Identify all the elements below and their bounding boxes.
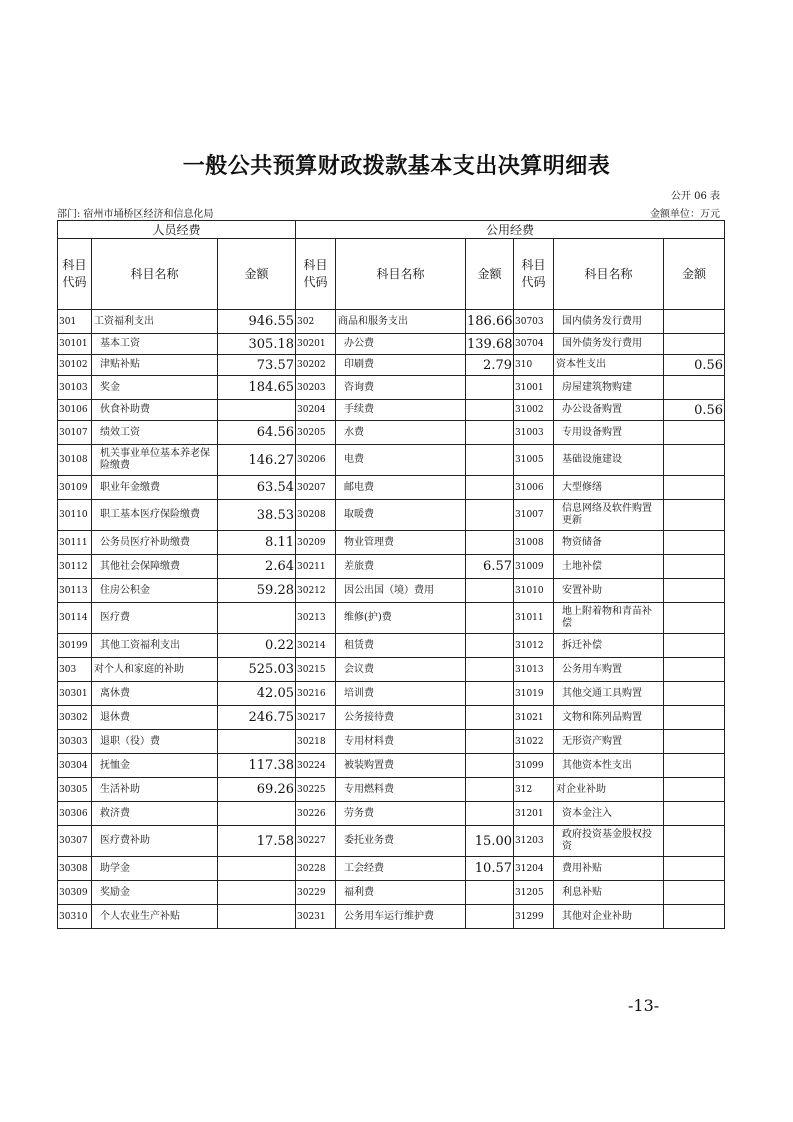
amount-cell: 184.65 bbox=[218, 376, 296, 400]
table-row bbox=[58, 476, 725, 500]
amount-cell: 186.66 bbox=[466, 310, 514, 334]
subject-code-cell: 30217 bbox=[296, 706, 336, 730]
subject-name-cell: 电费 bbox=[336, 445, 466, 476]
document-title: 一般公共预算财政拨款基本支出决算明细表 bbox=[182, 154, 611, 179]
subject-code-cell: 31013 bbox=[514, 658, 554, 682]
table-body bbox=[58, 310, 725, 929]
subject-code-cell: 30110 bbox=[58, 500, 92, 531]
subject-name-cell: 政府投资基金股权投资 bbox=[554, 826, 664, 857]
amount-cell bbox=[218, 400, 296, 421]
subject-code-cell: 30201 bbox=[296, 334, 336, 355]
amount-cell: 525.03 bbox=[218, 658, 296, 682]
amount-cell bbox=[664, 445, 725, 476]
amount-cell bbox=[664, 603, 725, 634]
table-row bbox=[58, 355, 725, 376]
column-header-amount: 金额 bbox=[466, 239, 514, 310]
subject-name-cell: 公务用车运行维护费 bbox=[336, 905, 466, 929]
subject-code-cell: 31003 bbox=[514, 421, 554, 445]
subject-name-cell: 资本金注入 bbox=[554, 802, 664, 826]
subject-name-cell: 职业年金缴费 bbox=[92, 476, 218, 500]
subject-code-cell: 31006 bbox=[514, 476, 554, 500]
subject-name-cell: 大型修缮 bbox=[554, 476, 664, 500]
subject-code-cell: 30207 bbox=[296, 476, 336, 500]
subject-code-cell: 30224 bbox=[296, 754, 336, 778]
subject-code-cell: 31019 bbox=[514, 682, 554, 706]
subject-code-cell: 30305 bbox=[58, 778, 92, 802]
subject-name-cell: 费用补贴 bbox=[554, 857, 664, 881]
table-row bbox=[58, 555, 725, 579]
table-row bbox=[58, 730, 725, 754]
subject-name-cell: 文物和陈列品购置 bbox=[554, 706, 664, 730]
subject-name-cell: 职工基本医疗保险缴费 bbox=[92, 500, 218, 531]
amount-cell bbox=[466, 778, 514, 802]
subject-name-cell: 对企业补助 bbox=[554, 778, 664, 802]
subject-name-cell: 资本性支出 bbox=[554, 355, 664, 376]
subject-name-cell: 物资储备 bbox=[554, 531, 664, 555]
table-row bbox=[58, 500, 725, 531]
amount-cell bbox=[664, 905, 725, 929]
subject-code-cell: 31021 bbox=[514, 706, 554, 730]
subject-name-cell: 因公出国（境）费用 bbox=[336, 579, 466, 603]
amount-cell: 63.54 bbox=[218, 476, 296, 500]
amount-cell bbox=[466, 658, 514, 682]
subject-code-cell: 30703 bbox=[514, 310, 554, 334]
table-row bbox=[58, 658, 725, 682]
amount-cell bbox=[664, 310, 725, 334]
subject-code-cell: 30308 bbox=[58, 857, 92, 881]
column-header-amount: 金额 bbox=[218, 239, 296, 310]
subject-code-cell: 30203 bbox=[296, 376, 336, 400]
amount-cell bbox=[466, 376, 514, 400]
amount-cell bbox=[466, 881, 514, 905]
amount-cell bbox=[466, 802, 514, 826]
subject-code-cell: 30106 bbox=[58, 400, 92, 421]
subject-name-cell: 差旅费 bbox=[336, 555, 466, 579]
subject-code-cell: 30228 bbox=[296, 857, 336, 881]
amount-cell bbox=[664, 754, 725, 778]
amount-cell: 117.38 bbox=[218, 754, 296, 778]
subject-code-cell: 30202 bbox=[296, 355, 336, 376]
amount-cell: 2.79 bbox=[466, 355, 514, 376]
amount-cell bbox=[218, 857, 296, 881]
subject-name-cell: 医疗费 bbox=[92, 603, 218, 634]
subject-code-cell: 31008 bbox=[514, 531, 554, 555]
subject-name-cell: 咨询费 bbox=[336, 376, 466, 400]
subject-code-cell: 30211 bbox=[296, 555, 336, 579]
amount-cell bbox=[664, 826, 725, 857]
amount-cell bbox=[664, 730, 725, 754]
amount-cell: 10.57 bbox=[466, 857, 514, 881]
subject-code-cell: 30231 bbox=[296, 905, 336, 929]
subject-code-cell: 31204 bbox=[514, 857, 554, 881]
subject-code-cell: 31203 bbox=[514, 826, 554, 857]
subject-name-cell: 基本工资 bbox=[92, 334, 218, 355]
subject-name-cell: 取暖费 bbox=[336, 500, 466, 531]
table-row bbox=[58, 579, 725, 603]
amount-cell: 42.05 bbox=[218, 682, 296, 706]
subject-code-cell: 30302 bbox=[58, 706, 92, 730]
table-row bbox=[58, 334, 725, 355]
subject-code-cell: 30108 bbox=[58, 445, 92, 476]
subject-name-cell: 离休费 bbox=[92, 682, 218, 706]
subject-name-cell: 专用燃料费 bbox=[336, 778, 466, 802]
subject-code-cell: 30114 bbox=[58, 603, 92, 634]
amount-cell bbox=[664, 376, 725, 400]
amount-cell: 305.18 bbox=[218, 334, 296, 355]
subject-code-cell: 30103 bbox=[58, 376, 92, 400]
subject-name-cell: 物业管理费 bbox=[336, 531, 466, 555]
subject-name-cell: 信息网络及软件购置更新 bbox=[554, 500, 664, 531]
subject-code-cell: 301 bbox=[58, 310, 92, 334]
amount-cell bbox=[664, 706, 725, 730]
subject-code-cell: 303 bbox=[58, 658, 92, 682]
subject-code-cell: 302 bbox=[296, 310, 336, 334]
amount-cell: 73.57 bbox=[218, 355, 296, 376]
subject-code-cell: 30214 bbox=[296, 634, 336, 658]
amount-cell bbox=[218, 905, 296, 929]
subject-name-cell: 对个人和家庭的补助 bbox=[92, 658, 218, 682]
amount-cell: 0.56 bbox=[664, 355, 725, 376]
subject-name-cell: 商品和服务支出 bbox=[336, 310, 466, 334]
subject-code-cell: 312 bbox=[514, 778, 554, 802]
table-row bbox=[58, 857, 725, 881]
subject-name-cell: 公务接待费 bbox=[336, 706, 466, 730]
amount-cell: 6.57 bbox=[466, 555, 514, 579]
amount-cell bbox=[218, 802, 296, 826]
subject-code-cell: 30215 bbox=[296, 658, 336, 682]
subject-code-cell: 30209 bbox=[296, 531, 336, 555]
subject-name-cell: 奖励金 bbox=[92, 881, 218, 905]
amount-cell bbox=[466, 400, 514, 421]
form-code: 公开 06 表 bbox=[670, 191, 720, 202]
amount-cell bbox=[466, 706, 514, 730]
table-row bbox=[58, 826, 725, 857]
subject-name-cell: 手续费 bbox=[336, 400, 466, 421]
subject-name-cell: 其他资本性支出 bbox=[554, 754, 664, 778]
subject-name-cell: 维修(护)费 bbox=[336, 603, 466, 634]
subject-code-cell: 30704 bbox=[514, 334, 554, 355]
department-label: 部门: 宿州市埇桥区经济和信息化局 bbox=[57, 209, 214, 220]
subject-code-cell: 30229 bbox=[296, 881, 336, 905]
subject-name-cell: 公务员医疗补助缴费 bbox=[92, 531, 218, 555]
subject-name-cell: 劳务费 bbox=[336, 802, 466, 826]
subject-code-cell: 31009 bbox=[514, 555, 554, 579]
subject-code-cell: 30303 bbox=[58, 730, 92, 754]
subject-code-cell: 30102 bbox=[58, 355, 92, 376]
subject-code-cell: 30216 bbox=[296, 682, 336, 706]
subject-name-cell: 工会经费 bbox=[336, 857, 466, 881]
subject-code-cell: 30113 bbox=[58, 579, 92, 603]
subject-name-cell: 水费 bbox=[336, 421, 466, 445]
subject-code-cell: 30304 bbox=[58, 754, 92, 778]
table-row bbox=[58, 905, 725, 929]
subject-code-cell: 30199 bbox=[58, 634, 92, 658]
amount-cell: 69.26 bbox=[218, 778, 296, 802]
page-number: -13- bbox=[628, 996, 660, 1015]
table-row bbox=[58, 400, 725, 421]
amount-cell bbox=[466, 421, 514, 445]
amount-cell bbox=[466, 603, 514, 634]
column-header-amount: 金额 bbox=[664, 239, 725, 310]
amount-cell: 0.56 bbox=[664, 400, 725, 421]
table-row bbox=[58, 310, 725, 334]
column-header-code: 科目 代码 bbox=[296, 239, 336, 310]
subject-name-cell: 租赁费 bbox=[336, 634, 466, 658]
subject-name-cell: 安置补助 bbox=[554, 579, 664, 603]
subject-name-cell: 国外债务发行费用 bbox=[554, 334, 664, 355]
subject-code-cell: 30204 bbox=[296, 400, 336, 421]
subject-name-cell: 其他交通工具购置 bbox=[554, 682, 664, 706]
subject-name-cell: 医疗费补助 bbox=[92, 826, 218, 857]
subject-code-cell: 31005 bbox=[514, 445, 554, 476]
amount-cell bbox=[664, 555, 725, 579]
subject-code-cell: 30306 bbox=[58, 802, 92, 826]
subject-code-cell: 31012 bbox=[514, 634, 554, 658]
subject-code-cell: 30309 bbox=[58, 881, 92, 905]
table-row bbox=[58, 445, 725, 476]
amount-cell bbox=[466, 754, 514, 778]
subject-name-cell: 印刷费 bbox=[336, 355, 466, 376]
subject-code-cell: 31022 bbox=[514, 730, 554, 754]
column-header-name: 科目名称 bbox=[336, 239, 466, 310]
subject-name-cell: 基础设施建设 bbox=[554, 445, 664, 476]
amount-cell bbox=[466, 531, 514, 555]
subject-code-cell: 30213 bbox=[296, 603, 336, 634]
amount-cell bbox=[664, 579, 725, 603]
amount-cell bbox=[664, 421, 725, 445]
amount-cell: 15.00 bbox=[466, 826, 514, 857]
subject-code-cell: 30112 bbox=[58, 555, 92, 579]
table-row bbox=[58, 421, 725, 445]
subject-name-cell: 机关事业单位基本养老保险缴费 bbox=[92, 445, 218, 476]
subject-name-cell: 津贴补贴 bbox=[92, 355, 218, 376]
amount-cell bbox=[664, 500, 725, 531]
subject-code-cell: 31001 bbox=[514, 376, 554, 400]
amount-cell bbox=[466, 682, 514, 706]
subject-code-cell: 30109 bbox=[58, 476, 92, 500]
subject-code-cell: 30226 bbox=[296, 802, 336, 826]
subject-name-cell: 邮电费 bbox=[336, 476, 466, 500]
subject-code-cell: 30101 bbox=[58, 334, 92, 355]
subject-name-cell: 地上附着物和青苗补偿 bbox=[554, 603, 664, 634]
subject-name-cell: 办公费 bbox=[336, 334, 466, 355]
subject-code-cell: 310 bbox=[514, 355, 554, 376]
subject-name-cell: 奖金 bbox=[92, 376, 218, 400]
public-expense-group-header: 公用经费 bbox=[296, 221, 725, 239]
table-row bbox=[58, 778, 725, 802]
subject-name-cell: 退职（役）费 bbox=[92, 730, 218, 754]
amount-cell: 2.64 bbox=[218, 555, 296, 579]
amount-cell bbox=[664, 476, 725, 500]
subject-name-cell: 个人农业生产补贴 bbox=[92, 905, 218, 929]
amount-cell: 0.22 bbox=[218, 634, 296, 658]
amount-cell: 59.28 bbox=[218, 579, 296, 603]
subject-code-cell: 30212 bbox=[296, 579, 336, 603]
subject-name-cell: 会议费 bbox=[336, 658, 466, 682]
subject-code-cell: 30107 bbox=[58, 421, 92, 445]
subject-name-cell: 土地补偿 bbox=[554, 555, 664, 579]
amount-cell: 139.68 bbox=[466, 334, 514, 355]
subject-code-cell: 30206 bbox=[296, 445, 336, 476]
subject-name-cell: 专用设备购置 bbox=[554, 421, 664, 445]
subject-name-cell: 房屋建筑物购建 bbox=[554, 376, 664, 400]
subject-name-cell: 培训费 bbox=[336, 682, 466, 706]
column-header-name: 科目名称 bbox=[554, 239, 664, 310]
amount-cell: 246.75 bbox=[218, 706, 296, 730]
table-row bbox=[58, 706, 725, 730]
subject-name-cell: 公务用车购置 bbox=[554, 658, 664, 682]
subject-code-cell: 31299 bbox=[514, 905, 554, 929]
subject-code-cell: 31205 bbox=[514, 881, 554, 905]
amount-cell bbox=[466, 905, 514, 929]
subject-code-cell: 30310 bbox=[58, 905, 92, 929]
amount-cell bbox=[466, 579, 514, 603]
subject-name-cell: 生活补助 bbox=[92, 778, 218, 802]
amount-cell bbox=[466, 500, 514, 531]
subject-code-cell: 31011 bbox=[514, 603, 554, 634]
subject-name-cell: 拆迁补偿 bbox=[554, 634, 664, 658]
subject-name-cell: 助学金 bbox=[92, 857, 218, 881]
amount-cell bbox=[664, 802, 725, 826]
subject-code-cell: 30208 bbox=[296, 500, 336, 531]
personnel-expense-group-header: 人员经费 bbox=[58, 221, 296, 239]
amount-cell bbox=[664, 531, 725, 555]
subject-code-cell: 30205 bbox=[296, 421, 336, 445]
subject-name-cell: 工资福利支出 bbox=[92, 310, 218, 334]
subject-name-cell: 委托业务费 bbox=[336, 826, 466, 857]
subject-name-cell: 国内债务发行费用 bbox=[554, 310, 664, 334]
subject-code-cell: 30225 bbox=[296, 778, 336, 802]
subject-name-cell: 其他社会保障缴费 bbox=[92, 555, 218, 579]
subject-code-cell: 30111 bbox=[58, 531, 92, 555]
table-row bbox=[58, 881, 725, 905]
subject-code-cell: 30301 bbox=[58, 682, 92, 706]
column-header-code: 科目 代码 bbox=[58, 239, 92, 310]
amount-cell bbox=[664, 881, 725, 905]
amount-cell: 17.58 bbox=[218, 826, 296, 857]
subject-name-cell: 无形资产购置 bbox=[554, 730, 664, 754]
table-row bbox=[58, 802, 725, 826]
amount-cell: 146.27 bbox=[218, 445, 296, 476]
column-header-code: 科目 代码 bbox=[514, 239, 554, 310]
amount-cell bbox=[664, 857, 725, 881]
subject-name-cell: 专用材料费 bbox=[336, 730, 466, 754]
amount-cell bbox=[664, 334, 725, 355]
subject-name-cell: 利息补贴 bbox=[554, 881, 664, 905]
table-row bbox=[58, 531, 725, 555]
subject-name-cell: 绩效工资 bbox=[92, 421, 218, 445]
subject-code-cell: 31099 bbox=[514, 754, 554, 778]
amount-cell: 946.55 bbox=[218, 310, 296, 334]
amount-cell bbox=[664, 778, 725, 802]
subject-code-cell: 30227 bbox=[296, 826, 336, 857]
subject-name-cell: 福利费 bbox=[336, 881, 466, 905]
amount-cell bbox=[466, 634, 514, 658]
subject-code-cell: 31002 bbox=[514, 400, 554, 421]
subject-name-cell: 住房公积金 bbox=[92, 579, 218, 603]
amount-cell bbox=[218, 603, 296, 634]
subject-code-cell: 31201 bbox=[514, 802, 554, 826]
amount-cell bbox=[218, 730, 296, 754]
subject-code-cell: 31010 bbox=[514, 579, 554, 603]
subject-name-cell: 救济费 bbox=[92, 802, 218, 826]
table-row bbox=[58, 754, 725, 778]
subject-name-cell: 被装购置费 bbox=[336, 754, 466, 778]
column-header-name: 科目名称 bbox=[92, 239, 218, 310]
table-row bbox=[58, 376, 725, 400]
table-row bbox=[58, 634, 725, 658]
amount-cell bbox=[664, 634, 725, 658]
amount-cell bbox=[466, 476, 514, 500]
amount-unit-label: 金额单位：万元 bbox=[650, 209, 720, 220]
table-row bbox=[58, 603, 725, 634]
amount-cell: 64.56 bbox=[218, 421, 296, 445]
table-row bbox=[58, 682, 725, 706]
subject-code-cell: 31007 bbox=[514, 500, 554, 531]
subject-name-cell: 抚恤金 bbox=[92, 754, 218, 778]
subject-name-cell: 其他对企业补助 bbox=[554, 905, 664, 929]
amount-cell bbox=[466, 730, 514, 754]
amount-cell bbox=[218, 881, 296, 905]
amount-cell bbox=[664, 658, 725, 682]
amount-cell bbox=[466, 445, 514, 476]
subject-name-cell: 退休费 bbox=[92, 706, 218, 730]
subject-code-cell: 30307 bbox=[58, 826, 92, 857]
subject-code-cell: 30218 bbox=[296, 730, 336, 754]
amount-cell: 8.11 bbox=[218, 531, 296, 555]
subject-name-cell: 其他工资福利支出 bbox=[92, 634, 218, 658]
amount-cell: 38.53 bbox=[218, 500, 296, 531]
amount-cell bbox=[664, 682, 725, 706]
subject-name-cell: 伙食补助费 bbox=[92, 400, 218, 421]
subject-name-cell: 办公设备购置 bbox=[554, 400, 664, 421]
budget-detail-table bbox=[57, 220, 725, 929]
